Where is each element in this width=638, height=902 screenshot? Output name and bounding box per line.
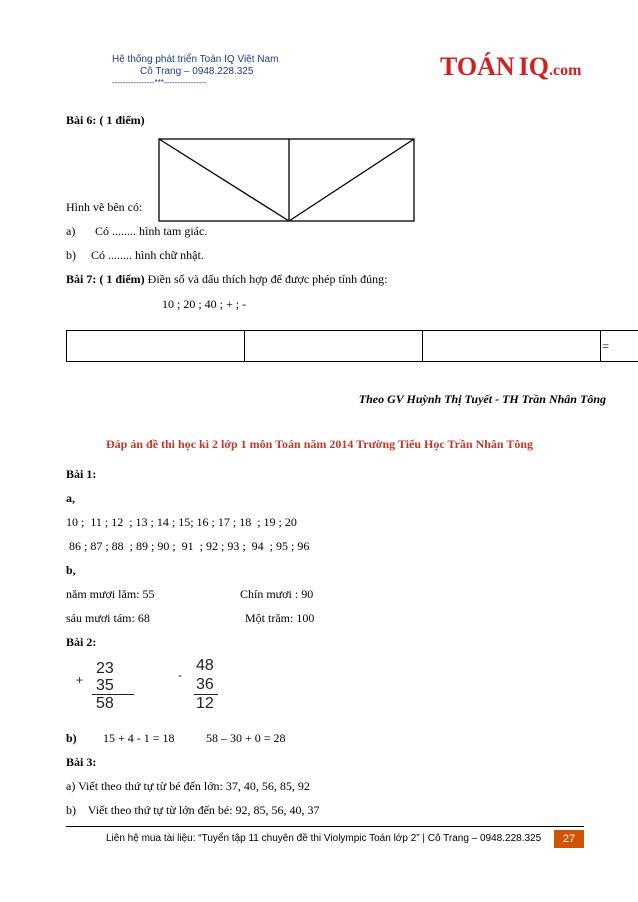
answer-cell[interactable]	[245, 331, 423, 362]
plus-sign: +	[76, 673, 84, 687]
header-contact: Cô Trang – 0948.228.325	[140, 66, 254, 77]
bai1-pair2-right: Một trăm: 100	[245, 611, 315, 625]
bai6-a-label: a)	[66, 224, 76, 238]
bai6-b-text: Có ........ hình chữ nhật.	[91, 248, 204, 262]
bai2-title: Bài 2:	[66, 635, 97, 649]
bai7-instruction: Điền số và dấu thích hợp để được phép tính đúng:	[144, 272, 388, 286]
bai6-question: Hình vẽ bên có:	[66, 200, 143, 214]
answer-cell[interactable]	[423, 331, 601, 362]
bai1-title: Bài 1:	[66, 467, 97, 481]
footer-rule	[66, 826, 584, 827]
bai2-b-expr1: 15 + 4 - 1 = 18	[103, 731, 175, 745]
footer-text: Liên hệ mua tài liệu: “Tuyển tập 11 chuyên đề thi Violympic Toán lớp 2” | Cô Trang – 0948.228.325	[106, 833, 542, 844]
bai3-title: Bài 3:	[66, 755, 97, 769]
bai2-b-label: b)	[66, 731, 77, 745]
add-top: 23	[96, 660, 114, 677]
brand-logo: TOÁN IQ.com	[440, 52, 582, 81]
sub-top: 48	[196, 657, 214, 674]
bai7-title: Bài 7: ( 1 điểm)	[66, 272, 145, 286]
bai7-heading	[66, 272, 387, 287]
answer-cell[interactable]	[67, 331, 245, 362]
bai6-title: Bài 6: ( 1 điểm)	[66, 113, 145, 127]
bai1-row2: 86 ; 87 ; 88 ; 89 ; 90 ; 91 ; 92 ; 93 ; 94 ; 95 ; 96	[66, 539, 310, 553]
bai1-pair1-left: năm mươi lăm: 55	[66, 587, 155, 601]
bai1-row1: 10 ; 11 ; 12 ; 13 ; 14 ; 15; 16 ; 17 ; 18 ; 19 ; 20	[66, 515, 297, 529]
answers-title: Đáp án đề thi học kì 2 lớp 1 môn Toán năm 2014 Trường Tiểu Học Trần Nhân Tông	[106, 437, 534, 451]
bai3-b: b) Viết theo thứ tự từ lớn đến bé: 92, 85, 56, 40, 37	[66, 803, 320, 817]
add-bottom: 35	[96, 677, 114, 694]
bai3-a: a) Viết theo thứ tự từ bé đến lớn: 37, 40, 56, 85, 92	[66, 779, 310, 793]
author-credit: Theo GV Huỳnh Thị Tuyết - TH Trần Nhân Tông	[358, 392, 606, 406]
page-number: 27	[554, 830, 584, 848]
bai6-a-text: Có ........ hình tam giác.	[95, 224, 208, 238]
add-result: 58	[96, 695, 114, 712]
bai1-pair2-left: sáu mươi tám: 68	[66, 611, 150, 625]
bai1-a-label: a,	[66, 491, 75, 505]
minus-sign: -	[178, 668, 182, 682]
bai7-answer-table	[66, 330, 638, 362]
header-divider: ----------------***----------------	[112, 78, 207, 87]
equals-cell: =	[601, 331, 638, 362]
bai6-b-label: b)	[66, 248, 76, 262]
bai2-b-expr2: 58 – 30 + 0 = 28	[206, 731, 286, 745]
sub-bottom: 36	[196, 676, 214, 693]
bai6-figure	[158, 138, 416, 224]
sub-result: 12	[196, 695, 214, 712]
bai1-b-label: b,	[66, 563, 76, 577]
bai1-pair1-right: Chín mươi : 90	[240, 587, 314, 601]
header-org-name: Hệ thống phát triển Toán IQ Việt Nam	[112, 54, 279, 65]
bai7-numbers: 10 ; 20 ; 40 ; + ; -	[162, 297, 247, 311]
